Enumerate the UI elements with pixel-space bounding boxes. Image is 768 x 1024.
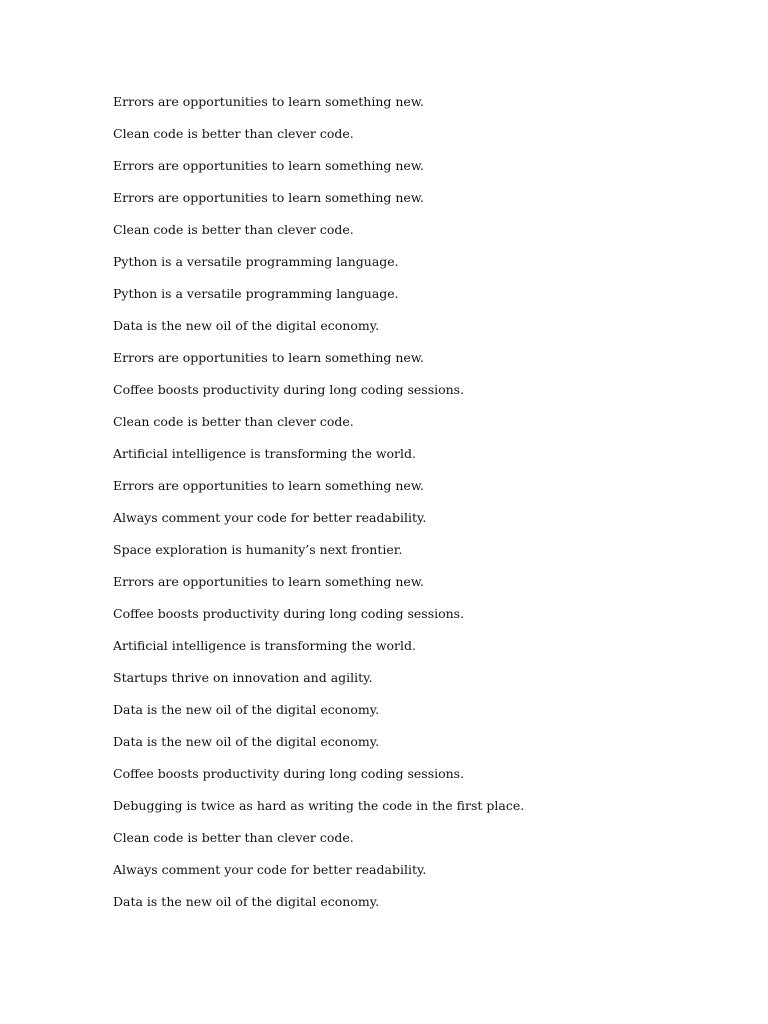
text-line: Clean code is better than clever code. xyxy=(113,126,354,141)
text-line: Clean code is better than clever code. xyxy=(113,830,354,845)
text-line: Errors are opportunities to learn something new. xyxy=(113,574,425,589)
text-line: Errors are opportunities to learn something new. xyxy=(113,478,425,493)
text-line: Always comment your code for better readability. xyxy=(113,862,427,877)
text-line: Data is the new oil of the digital economy. xyxy=(113,734,380,749)
text-line: Errors are opportunities to learn something new. xyxy=(113,94,425,109)
text-line: Startups thrive on innovation and agility. xyxy=(113,670,373,685)
text-line: Clean code is better than clever code. xyxy=(113,414,354,429)
text-line: Artificial intelligence is transforming the world. xyxy=(113,638,416,653)
text-line: Python is a versatile programming language. xyxy=(113,286,399,301)
text-lines xyxy=(113,92,524,924)
text-line: Errors are opportunities to learn something new. xyxy=(113,158,425,173)
text-line: Space exploration is humanity’s next frontier. xyxy=(113,542,403,557)
text-line: Coffee boosts productivity during long coding sessions. xyxy=(113,382,465,397)
text-line: Clean code is better than clever code. xyxy=(113,222,354,237)
text-line: Coffee boosts productivity during long coding sessions. xyxy=(113,606,465,621)
text-line: Coffee boosts productivity during long coding sessions. xyxy=(113,766,465,781)
text-line: Data is the new oil of the digital economy. xyxy=(113,894,380,909)
text-line: Errors are opportunities to learn something new. xyxy=(113,190,425,205)
text-line: Always comment your code for better readability. xyxy=(113,510,427,525)
text-line: Python is a versatile programming language. xyxy=(113,254,399,269)
text-line: Debugging is twice as hard as writing the code in the first place. xyxy=(113,798,525,813)
text-line: Artificial intelligence is transforming the world. xyxy=(113,446,416,461)
text-line: Data is the new oil of the digital economy. xyxy=(113,318,380,333)
text-line: Errors are opportunities to learn something new. xyxy=(113,350,425,365)
text-line: Data is the new oil of the digital economy. xyxy=(113,702,380,717)
